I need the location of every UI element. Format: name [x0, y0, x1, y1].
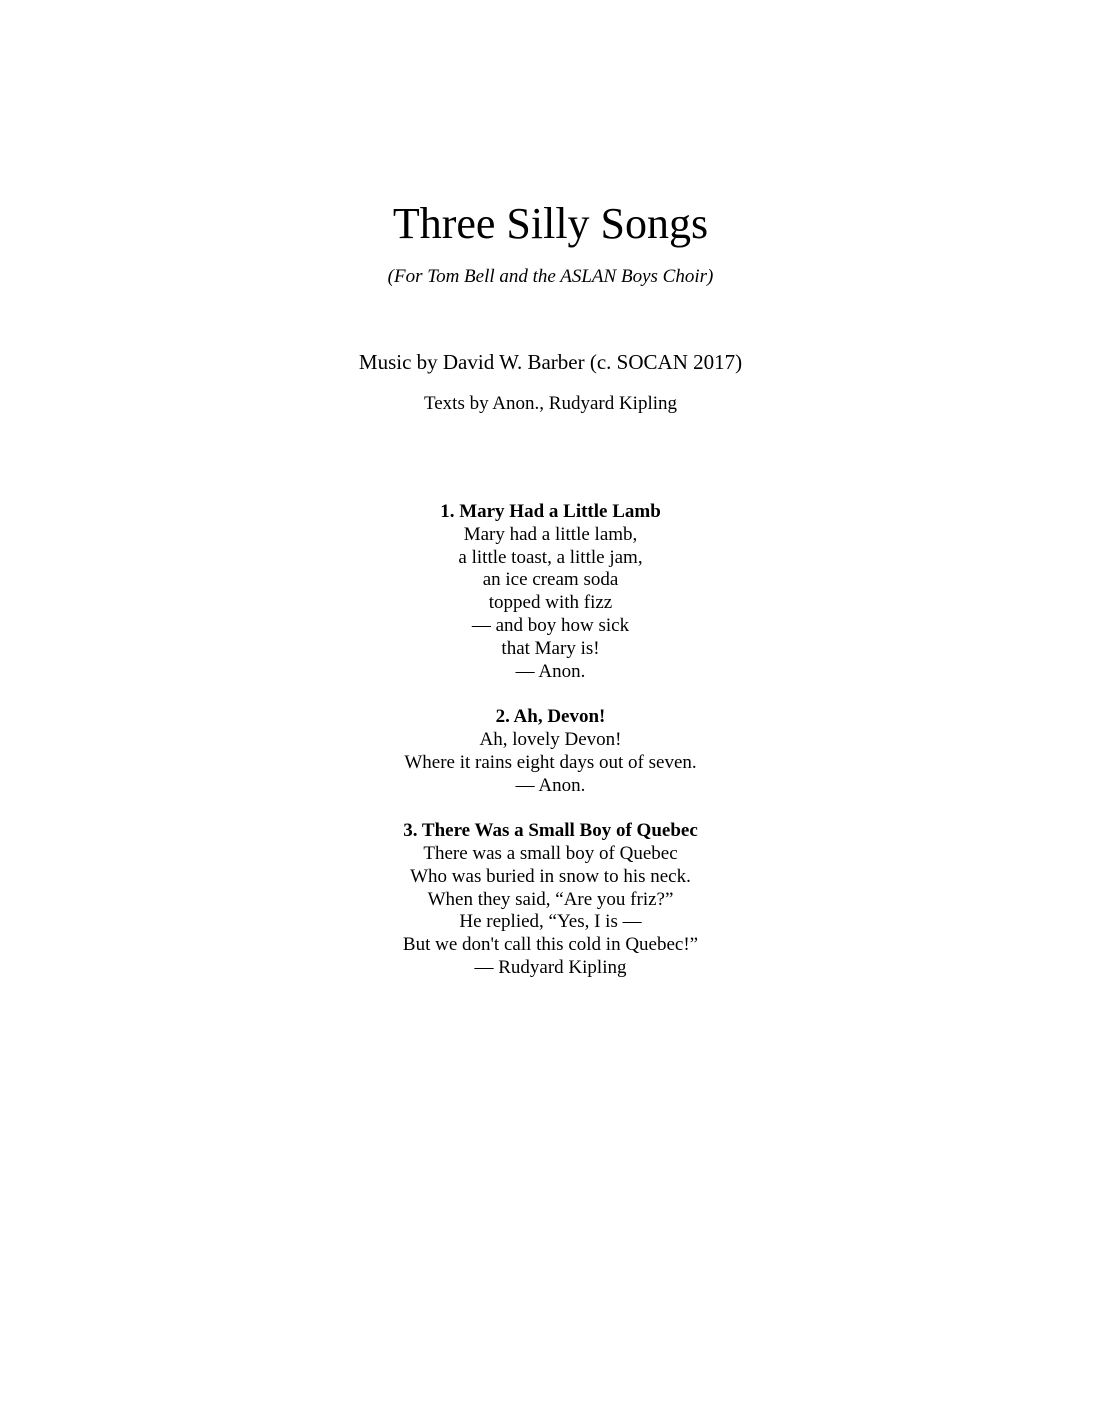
lyric-line: Ah, lovely Devon! — [479, 728, 622, 750]
texts-credit: Texts by Anon., Rudyard Kipling — [423, 393, 678, 414]
lyric-line: that Mary is! — [501, 637, 600, 659]
lyric-line: But we don't call this cold in Quebec!” — [402, 934, 699, 956]
lyric-line: a little toast, a little jam, — [458, 546, 643, 568]
song-list — [0, 501, 1101, 1003]
song-small-boy-of-quebec — [0, 820, 1101, 980]
lyric-line: topped with fizz — [488, 592, 613, 614]
song-title: 3. There Was a Small Boy of Quebec — [403, 820, 698, 842]
lyric-line: There was a small boy of Quebec — [423, 842, 678, 864]
lyric-line: When they said, “Are you friz?” — [427, 888, 674, 910]
page-title: Three Silly Songs — [392, 199, 709, 248]
lyric-line: Where it rains eight days out of seven. — [404, 751, 697, 773]
composer-credit: Music by David W. Barber (c. SOCAN 2017) — [358, 350, 743, 374]
lyric-line: Who was buried in snow to his neck. — [410, 865, 691, 887]
song-mary-had-a-little-lamb — [0, 501, 1101, 683]
song-ah-devon — [0, 706, 1101, 797]
lyric-line: — and boy how sick — [471, 614, 630, 636]
song-author: — Rudyard Kipling — [474, 956, 627, 978]
lyric-line: Mary had a little lamb, — [463, 523, 638, 545]
lyric-line: an ice cream soda — [482, 569, 619, 591]
song-author: — Anon. — [515, 774, 586, 796]
song-title: 2. Ah, Devon! — [495, 706, 606, 728]
song-author: — Anon. — [515, 660, 586, 682]
dedication: (For Tom Bell and the ASLAN Boys Choir) — [387, 266, 714, 287]
lyric-line: He replied, “Yes, I is — — [459, 911, 642, 933]
song-title: 1. Mary Had a Little Lamb — [440, 501, 661, 522]
